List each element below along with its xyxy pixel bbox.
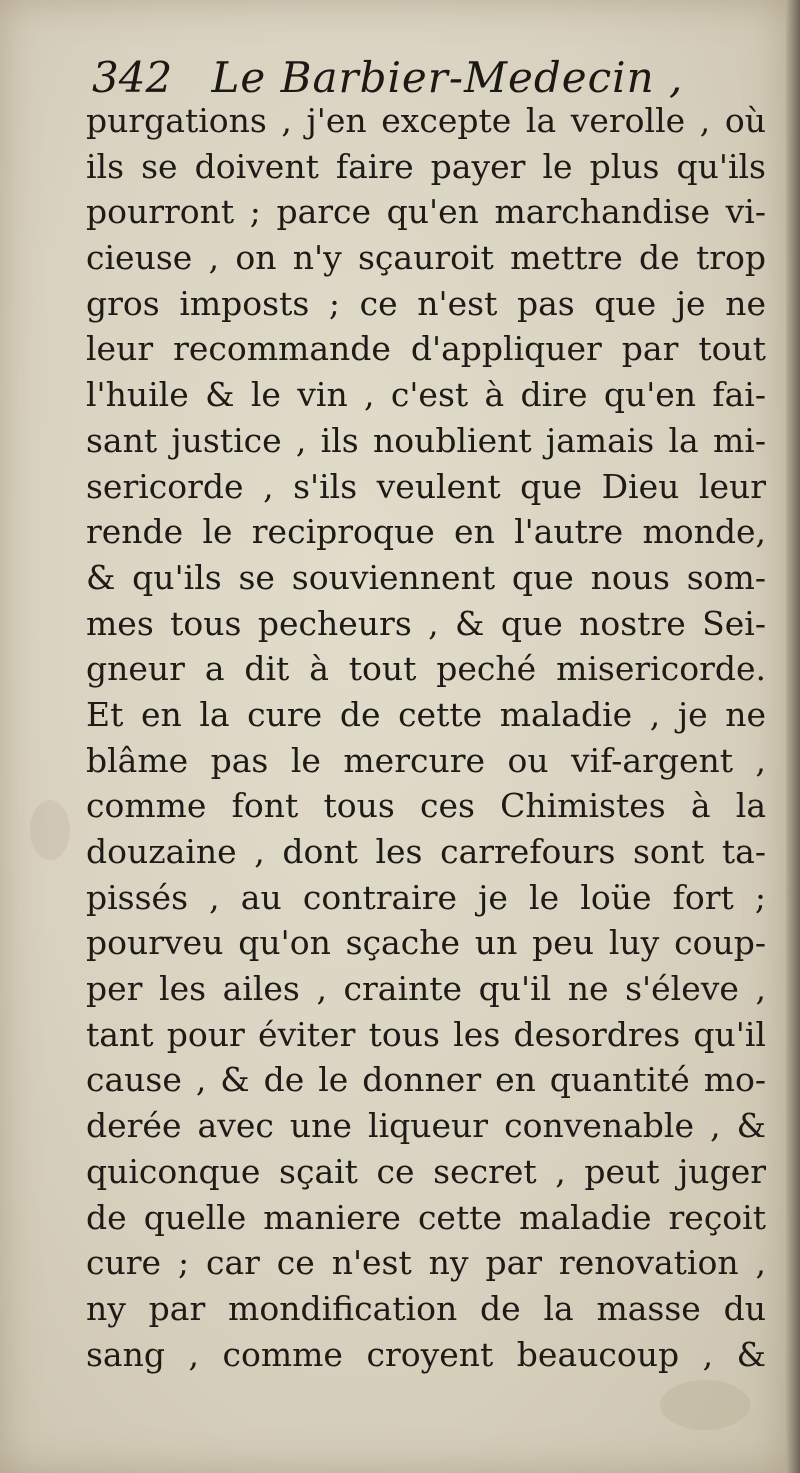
- text-line: sang , comme croyent beaucoup , &: [86, 1334, 766, 1374]
- text-line: mes tous pecheurs , & que nostre Sei-: [86, 603, 766, 643]
- page-stain: [660, 1380, 750, 1430]
- page-edge: [786, 0, 800, 1473]
- text-line: leur recommande d'appliquer par tout: [86, 329, 766, 369]
- text-line: cieuse , on n'y sçauroit mettre de trop: [86, 238, 766, 278]
- text-line: pourveu qu'on sçache un peu luy coup-: [86, 923, 766, 963]
- text-line: pourront ; parce qu'en marchandise vi-: [86, 192, 766, 232]
- text-line: cause , & de le donner en quantité mo-: [86, 1060, 766, 1100]
- text-line: purgations , j'en excepte la verolle , où: [86, 101, 766, 140]
- running-title: Le Barbier-Medecin ,: [211, 53, 684, 102]
- text-line: gneur a dit à tout peché misericorde.: [86, 649, 766, 689]
- text-line: derée avec une liqueur convenable , &: [86, 1106, 766, 1146]
- text-line: l'huile & le vin , c'est à dire qu'en fai-: [86, 375, 766, 415]
- text-line: tant pour éviter tous les desordres qu'il: [86, 1014, 766, 1054]
- text-line: per les ailes , crainte qu'il ne s'éleve ,: [86, 969, 766, 1009]
- text-line: douzaine , dont les carrefours sont ta-: [86, 832, 766, 871]
- text-line: de quelle maniere cette maladie reçoit: [86, 1197, 766, 1237]
- body-text: [86, 98, 766, 1377]
- text-line: cure ; car ce n'est ny par renovation ,: [86, 1243, 766, 1283]
- page-stain: [30, 800, 70, 860]
- text-line: Et en la cure de cette maladie , je ne: [86, 694, 766, 734]
- text-line: ny par mondification de la masse du: [86, 1288, 766, 1328]
- text-line: sant justice , ils noublient jamais la mi-: [86, 420, 766, 460]
- text-line: pissés , au contraire je le loüe fort ;: [86, 877, 766, 917]
- text-line: & qu'ils se souviennent que nous som-: [86, 557, 766, 597]
- text-line: quiconque sçait ce secret , peut juger: [86, 1151, 766, 1191]
- text-line: ils se doivent faire payer le plus qu'ils: [86, 146, 766, 186]
- text-line: rende le reciproque en l'autre monde,: [86, 512, 766, 552]
- text-line: blâme pas le mercure ou vif-argent ,: [86, 740, 766, 780]
- text-line: comme font tous ces Chimistes à la: [86, 786, 766, 826]
- text-line: sericorde , s'ils veulent que Dieu leur: [86, 466, 766, 506]
- page-number: 342: [92, 53, 173, 102]
- text-line: gros imposts ; ce n'est pas que je ne: [86, 283, 766, 323]
